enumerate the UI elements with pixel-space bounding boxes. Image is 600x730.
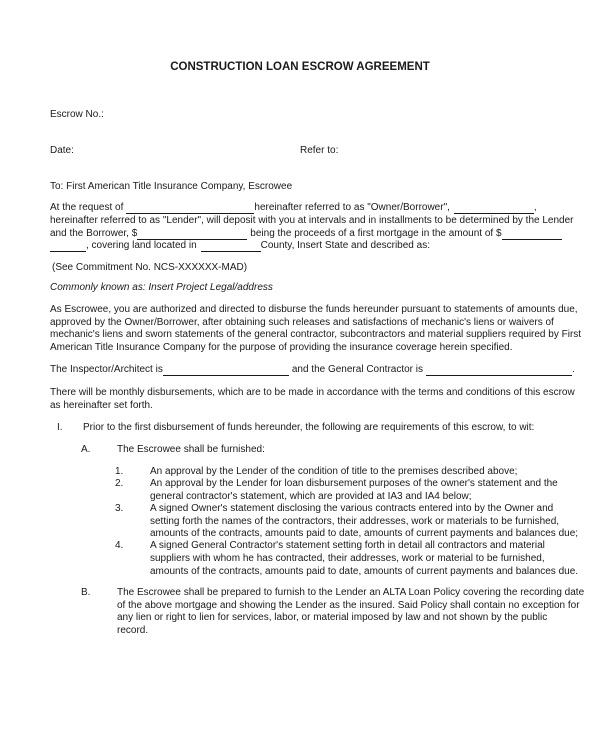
item-line: A signed General Contractor's statement setting forth in detail all contractors and material: [150, 540, 545, 551]
request-line-2: hereinafter referred to as "Lender", will deposit with you at intervals and in installments to be determined by the Lender: [50, 215, 574, 226]
section-B-line: record.: [117, 625, 149, 636]
item-line: general contractor's statement, which are provided at IA3 and IA4 below;: [150, 491, 472, 502]
request-line-3: [50, 228, 562, 240]
to-line: To: First American Title Insurance Company, Escrowee: [50, 181, 293, 192]
escrowee-para-line: mechanic's liens and sworn statements of the general contractor, subcontractors and material suppliers required by First: [50, 329, 582, 340]
owner-borrower-blank[interactable]: [126, 203, 254, 214]
escrowee-para-line: American Title Insurance Company for the purpose of providing the insurance coverage herein specified.: [50, 342, 513, 353]
lender-blank[interactable]: [454, 203, 534, 214]
text: and the Borrower, $: [50, 228, 138, 239]
item-line: suppliers with whom he has contracted, their addresses, work or material to be furnished,: [150, 553, 545, 564]
section-B-line: The Escrowee shall be prepared to furnish to the Lender an ALTA Loan Policy covering the recording date: [117, 587, 585, 598]
text: ,: [533, 202, 537, 213]
section-B-line: of the above mortgage and showing the Lender as the insured. Said Policy shall contain no exception for: [117, 600, 580, 611]
section-I-text: Prior to the first disbursement of funds hereunder, the following are requirements of this escrow, to wit:: [83, 422, 535, 433]
item-number: 2.: [115, 478, 124, 489]
commitment-line: (See Commitment No. NCS-XXXXXX-MAD): [52, 262, 248, 273]
general-contractor-blank[interactable]: [426, 365, 572, 376]
item-number: 4.: [115, 540, 124, 551]
commonly-known-line: Commonly known as: Insert Project Legal/address: [50, 282, 273, 293]
date-label: Date:: [50, 145, 74, 156]
text: and the General Contractor is: [291, 364, 424, 375]
text: The Inspector/Architect is: [50, 364, 163, 375]
text: At the request of: [50, 202, 124, 213]
section-B-line: any lien or right to lien for services, labor, or material imposed by law and not shown by the public: [117, 612, 548, 623]
escrow-no-label: Escrow No.:: [50, 109, 104, 120]
county-blank[interactable]: [201, 241, 261, 252]
item-number: 1.: [115, 466, 124, 477]
monthly-para-line: There will be monthly disbursements, which are to be made in accordance with the terms and conditions of this escrow: [50, 387, 575, 398]
request-line-1: [50, 202, 537, 214]
item-line: amounts of the contracts, amounts paid to date, amounts of current payments and balances due.: [150, 566, 579, 577]
item-line: A signed Owner's statement disclosing the various contracts entered into by the Owner and: [150, 503, 554, 514]
document-title: CONSTRUCTION LOAN ESCROW AGREEMENT: [170, 61, 430, 73]
request-line-4: [50, 240, 430, 252]
text: .: [572, 364, 575, 375]
mortgage-amount-blank[interactable]: [502, 229, 562, 240]
deposit-amount-blank[interactable]: [137, 229, 247, 240]
monthly-para-line: as hereinafter set forth.: [50, 400, 153, 411]
refer-to-label: Refer to:: [300, 145, 339, 156]
text: hereinafter referred to as "Owner/Borrower",: [254, 202, 450, 213]
mortgage-amount-blank-cont[interactable]: [50, 241, 86, 252]
inspector-line: [50, 364, 575, 376]
text: , covering land located in: [86, 240, 197, 251]
item-line: An approval by the Lender for loan disbursement purposes of the owner's statement and the: [150, 478, 558, 489]
item-line: amounts of the contracts, amounts paid to date, amounts of current payments and balances due;: [150, 528, 579, 539]
item-number: 3.: [115, 503, 124, 514]
inspector-blank[interactable]: [163, 365, 289, 376]
text: being the proceeds of a first mortgage in the amount of $: [250, 228, 502, 239]
item-line: setting forth the names of the contractors, their addresses, work or materials to be furnished,: [150, 516, 560, 527]
section-I-number: I.: [57, 422, 63, 433]
escrowee-para-line: approved by the Owner/Borrower, after obtaining such releases and satisfactions of mechanic's liens or waivers of: [50, 317, 554, 328]
section-A-text: The Escrowee shall be furnished:: [117, 444, 265, 455]
item-line: An approval by the Lender of the condition of title to the premises described above;: [150, 466, 518, 477]
section-A-number: A.: [81, 444, 91, 455]
section-B-number: B.: [81, 587, 91, 598]
escrowee-para-line: As Escrowee, you are authorized and directed to disburse the funds hereunder pursuant to statements of amounts due,: [50, 304, 578, 315]
text: County, Insert State and described as:: [260, 240, 430, 251]
